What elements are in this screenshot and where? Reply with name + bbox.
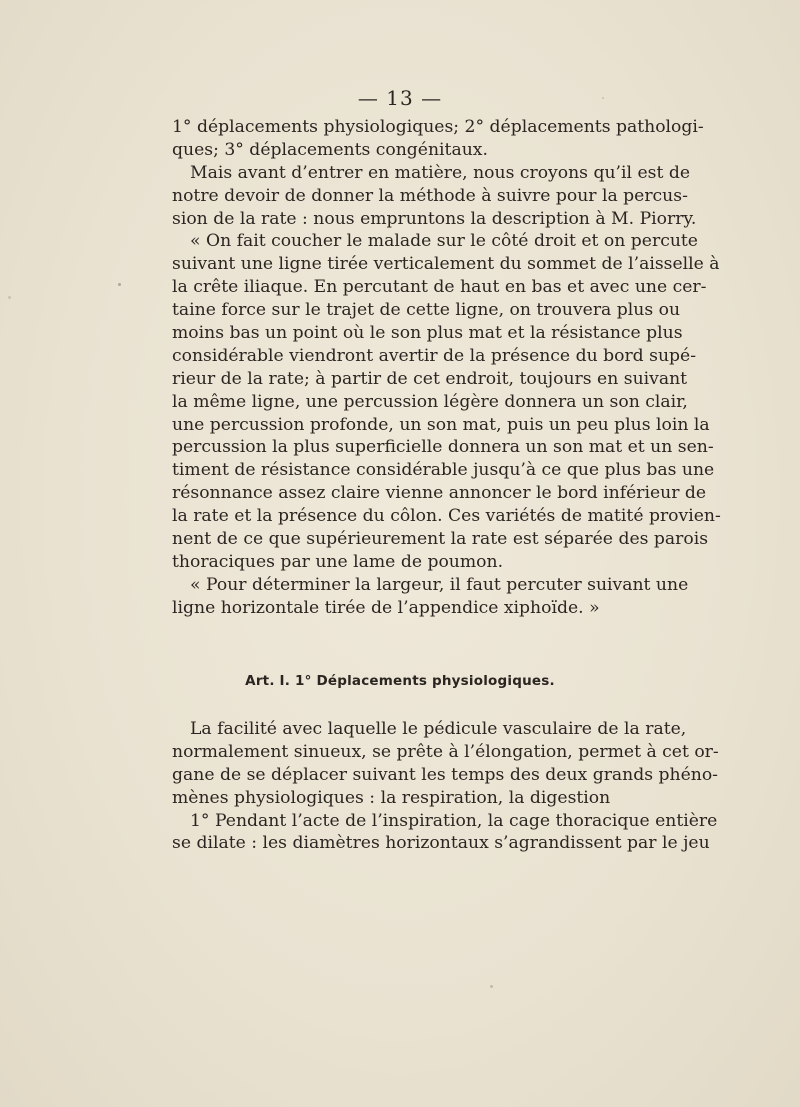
text-line: ques; 3° déplacements congénitaux. [172, 139, 488, 160]
body-text-top [172, 116, 721, 620]
text-line: rieur de la rate; à partir de cet endroit, toujours en suivant [172, 368, 688, 389]
text-line: normalement sinueux, se prête à l’élongation, permet à cet or- [172, 741, 719, 762]
text-line: gane de se déplacer suivant les temps des deux grands phéno- [172, 764, 718, 785]
paragraph [172, 574, 689, 620]
text-line: 1° Pendant l’acte de l’inspiration, la cage thoracique entière [190, 810, 718, 831]
paper-speck [118, 283, 121, 286]
text-line: suivant une ligne tirée verticalement du sommet de l’aisselle à [172, 254, 720, 275]
text-line: mènes physiologiques : la respiration, la digestion [172, 787, 611, 808]
text-line: thoraciques par une lame de poumon. [172, 551, 504, 572]
body-text-bottom [172, 718, 719, 855]
paragraph [172, 230, 721, 573]
text-line: Mais avant d’entrer en matière, nous croyons qu’il est de [190, 162, 690, 183]
text-line: considérable viendront avertir de la présence du bord supé- [172, 345, 697, 366]
paper-speck [602, 97, 604, 99]
paragraph [172, 116, 704, 162]
text-line: percussion la plus superficielle donnera un son mat et un sen- [172, 437, 714, 458]
text-line: la rate et la présence du côlon. Ces variétés de matité provien- [172, 506, 721, 527]
paragraph [172, 810, 718, 856]
text-line: notre devoir de donner la méthode à suivre pour la percus- [172, 185, 688, 206]
text-line: nent de ce que supérieurement la rate est séparée des parois [172, 529, 709, 550]
text-line: 1° déplacements physiologiques; 2° déplacements pathologi- [172, 117, 704, 137]
paper-speck [490, 985, 493, 988]
text-line: sion de la rate : nous empruntons la description à M. Piorry. [172, 208, 697, 229]
text-line: se dilate : les diamètres horizontaux s’agrandissent par le jeu [172, 833, 710, 854]
paragraph [172, 162, 697, 231]
paper-speck [8, 296, 11, 299]
text-line: « Pour déterminer la largeur, il faut percuter suivant une [190, 574, 689, 595]
text-line: une percussion profonde, un son mat, puis un peu plus loin la [172, 414, 710, 435]
text-line: la même ligne, une percussion légère donnera un son clair, [172, 391, 688, 412]
text-line: taine force sur le trajet de cette ligne, on trouvera plus ou [172, 300, 681, 321]
page-number: — 13 — [357, 86, 443, 110]
text-line: « On fait coucher le malade sur le côté droit et on percute [190, 231, 698, 252]
text-line: ligne horizontale tirée de l’appendice xiphoïde. » [172, 597, 600, 618]
paragraph [172, 718, 719, 810]
text-line: la crête iliaque. En percutant de haut en bas et avec une cer- [172, 277, 707, 298]
text-line: moins bas un point où le son plus mat et la résistance plus [172, 323, 683, 344]
text-line: timent de résistance considérable jusqu’à ce que plus bas une [172, 460, 715, 481]
text-line: La facilité avec laquelle le pédicule vasculaire de la rate, [190, 719, 687, 739]
text-line: résonnance assez claire vienne annoncer le bord inférieur de [172, 483, 707, 504]
section-heading: Art. I. 1° Déplacements physiologiques. [245, 673, 555, 689]
